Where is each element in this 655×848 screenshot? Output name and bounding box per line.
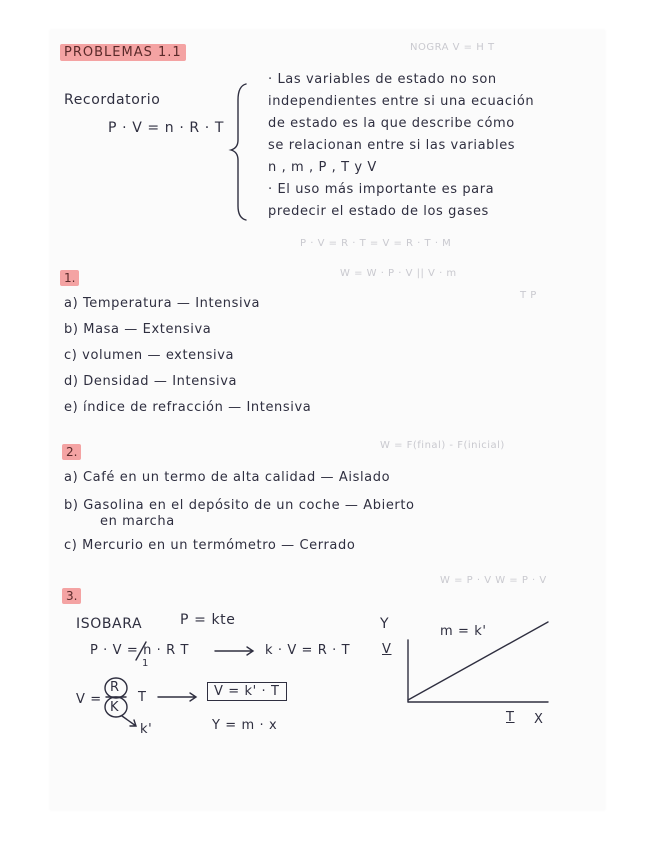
ghost-text: P · V = R · T = V = R · T · M <box>300 238 452 249</box>
ghost-text: W = P · V W = P · V <box>440 575 547 586</box>
condition: P = kte <box>180 612 236 628</box>
circle-mark <box>105 697 127 717</box>
equation-right: k · V = R · T <box>265 643 351 658</box>
arrow-icon <box>158 693 196 701</box>
n-note: 1 <box>142 658 149 669</box>
equation-v: V = <box>76 692 102 707</box>
note-line: · Las variables de estado no son <box>268 72 497 87</box>
graph-x-var: T <box>506 710 515 725</box>
fraction-numerator: R <box>110 680 120 695</box>
list-item: c) Mercurio en un termómetro — Cerrado <box>64 538 356 553</box>
list-item: b) Gasolina en el depósito de un coche — Abierto <box>64 498 415 513</box>
graph-y-var: V <box>382 642 392 657</box>
ghost-text: W = W · P · V || V · m <box>340 268 457 279</box>
ghost-text: T P <box>520 290 537 301</box>
list-item: e) índice de refracción — Intensiva <box>64 400 312 415</box>
section-badge-1: 1. <box>60 270 79 286</box>
note-line: independientes entre si una ecuación <box>268 94 535 109</box>
boxed-equation: V = k' · T <box>207 682 287 701</box>
equation-left: P · V = n · R T <box>90 643 190 658</box>
list-item: c) volumen — extensiva <box>64 348 235 363</box>
arrow-icon <box>215 647 253 655</box>
arrow-icon <box>122 716 136 726</box>
cancel-slash <box>136 642 146 660</box>
list-item: b) Masa — Extensiva <box>64 322 212 337</box>
note-line: se relacionan entre si las variables <box>268 138 516 153</box>
graph-line <box>408 622 548 700</box>
slope-label: m = k' <box>440 624 487 639</box>
circle-mark <box>105 678 127 698</box>
curly-brace <box>231 84 246 220</box>
k-prime-label: k' <box>140 722 153 737</box>
list-item: en marcha <box>100 514 175 529</box>
section-badge-3: 3. <box>62 588 81 604</box>
list-item: a) Café en un termo de alta calidad — Aislado <box>64 470 391 485</box>
ghost-text: W = F(final) - F(inicial) <box>380 440 505 451</box>
ideal-gas-formula: P · V = n · R · T <box>108 120 225 136</box>
section-badge-2: 2. <box>62 444 81 460</box>
ghost-text: NOGRA V = H T <box>410 42 495 53</box>
note-line: n , m , P , T y V <box>268 160 377 175</box>
linear-equation: Y = m · x <box>212 718 278 733</box>
note-line: · El uso más importante es para <box>268 182 495 197</box>
graph-x-label: X <box>534 712 544 727</box>
list-item: d) Densidad — Intensiva <box>64 374 238 389</box>
graph-y-label: Y <box>380 616 390 632</box>
list-item: a) Temperatura — Intensiva <box>64 296 261 311</box>
fraction-denominator: K <box>110 700 120 715</box>
isobara-heading: ISOBARA <box>76 616 143 632</box>
note-line: predecir el estado de los gases <box>268 204 489 219</box>
note-line: de estado es la que describe cómo <box>268 116 515 131</box>
recordatorio-label: Recordatorio <box>64 92 161 108</box>
equation-t: T <box>138 690 147 705</box>
page-title: PROBLEMAS 1.1 <box>60 44 186 61</box>
